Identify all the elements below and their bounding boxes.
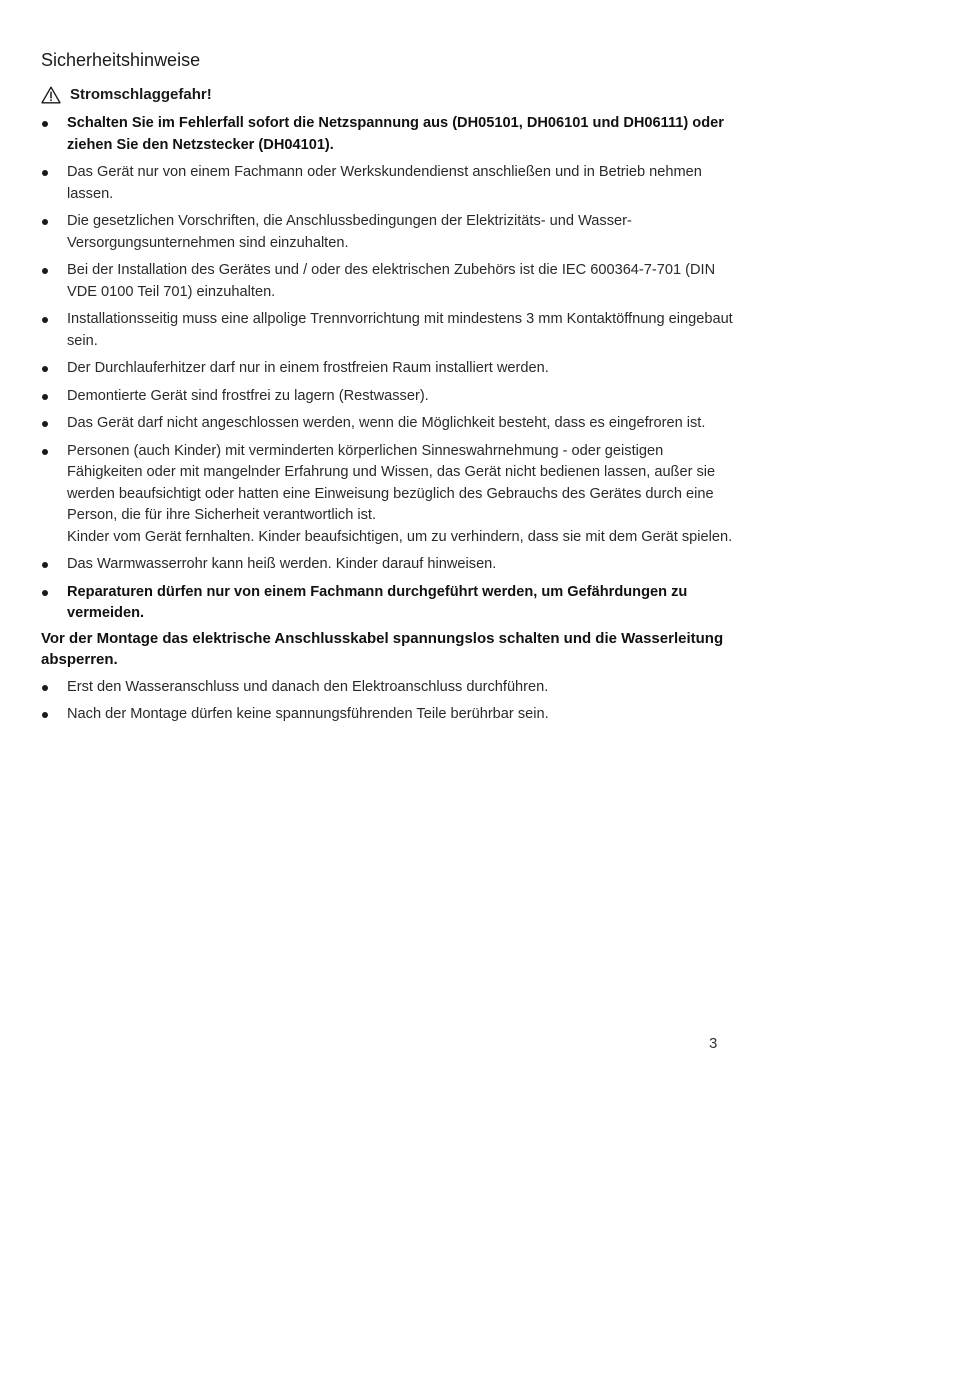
- list-item: Der Durchlauferhitzer darf nur in einem frostfreien Raum installiert werden.: [41, 358, 741, 380]
- warning-triangle-icon: [41, 86, 61, 104]
- installation-list: [41, 677, 741, 726]
- installation-notice: Vor der Montage das elektrische Anschlusskabel spannungslos schalten und die Wasserleitung absperren.: [41, 629, 724, 668]
- list-item: Nach der Montage dürfen keine spannungsführenden Teile berührbar sein.: [41, 704, 741, 726]
- content-area: [41, 48, 741, 732]
- list-item: Personen (auch Kinder) mit verminderten körperlichen Sinneswahrnehmung - oder geistigen Fähigkeiten oder mit mangelnder Erfahrung und Wissen, das Gerät nicht bedienen lassen, außer sie werden beaufsichtigt oder hatten eine Einweisung bezüglich des Gebrauchs des Gerätes durch eine Person, die für ihre Sicherheit verantwortlich ist. Kinder vom Gerät fernhalten. Kinder beaufsichtigen, um zu verhindern, dass sie mit dem Gerät spielen.: [41, 441, 741, 549]
- list-item: Demontierte Gerät sind frostfrei zu lagern (Restwasser).: [41, 386, 741, 408]
- list-item: Das Warmwasserrohr kann heiß werden. Kinder darauf hinweisen.: [41, 554, 741, 576]
- list-item: Reparaturen dürfen nur von einem Fachmann durchgeführt werden, um Gefährdungen zu vermeiden.: [41, 582, 741, 625]
- page-number: 3: [709, 1035, 718, 1052]
- safety-list: [41, 113, 741, 625]
- warning-heading: [41, 85, 741, 105]
- list-item: Das Gerät nur von einem Fachmann oder Werkskundendienst anschließen und in Betrieb nehmen lassen.: [41, 162, 741, 205]
- list-item: Bei der Installation des Gerätes und / oder des elektrischen Zubehörs ist die IEC 600364-7-701 (DIN VDE 0100 Teil 701) einzuhalten.: [41, 260, 741, 303]
- list-item: Installationsseitig muss eine allpolige Trennvorrichtung mit mindestens 3 mm Kontaktöffnung eingebaut sein.: [41, 309, 741, 352]
- list-item: Das Gerät darf nicht angeschlossen werden, wenn die Möglichkeit besteht, dass es eingefroren ist.: [41, 413, 741, 435]
- list-item: Die gesetzlichen Vorschriften, die Anschlussbedingungen der Elektrizitäts- und Wasser-Versorgungsunternehmen sind einzuhalten.: [41, 211, 741, 254]
- section-title: Sicherheitshinweise: [41, 50, 201, 70]
- list-item: Schalten Sie im Fehlerfall sofort die Netzspannung aus (DH05101, DH06101 und DH06111) oder ziehen Sie den Netzstecker (DH04101).: [41, 113, 741, 156]
- warning-label: Stromschlaggefahr!: [70, 86, 212, 103]
- list-item: Erst den Wasseranschluss und danach den Elektroanschluss durchführen.: [41, 677, 741, 699]
